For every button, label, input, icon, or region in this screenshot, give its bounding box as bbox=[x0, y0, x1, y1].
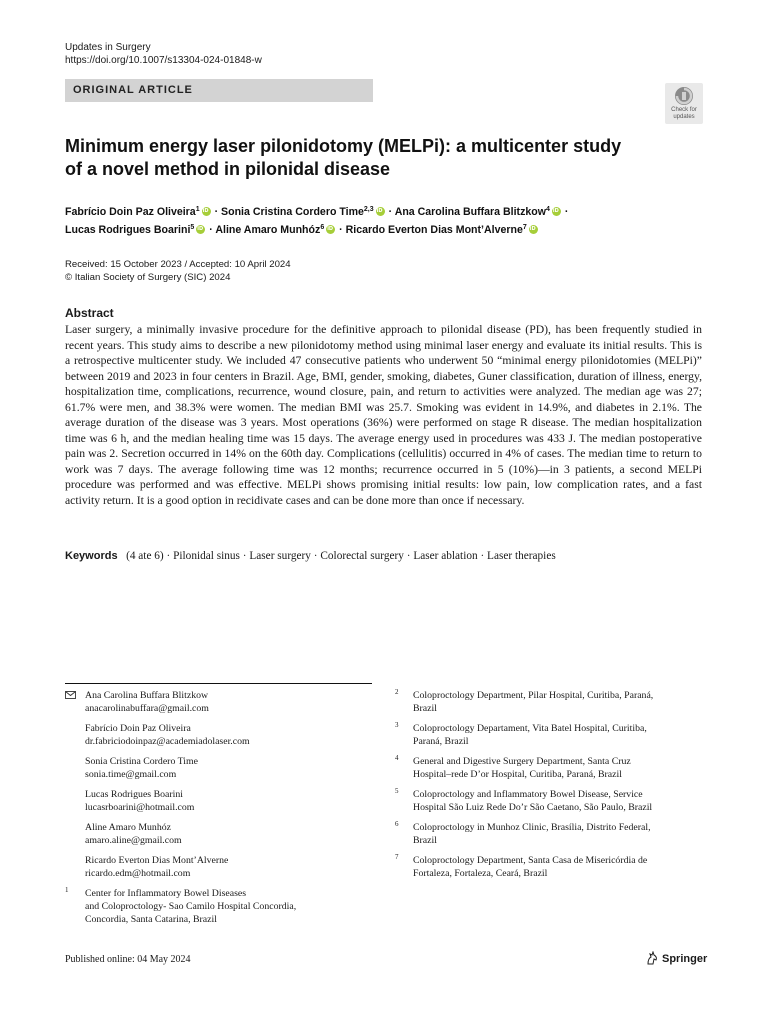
envelope-icon bbox=[65, 691, 76, 699]
affiliation-entry bbox=[395, 854, 705, 880]
affiliation-line: Coloproctology and Inflammatory Bowel Disease, Service bbox=[413, 789, 643, 800]
abstract-heading: Abstract bbox=[65, 306, 114, 320]
author-affiliation-ref: 5 bbox=[190, 224, 195, 231]
author-name[interactable]: Ana Carolina Buffara Blitzkow bbox=[394, 206, 546, 218]
contact-entry bbox=[65, 854, 375, 880]
check-badge-line-1: Check for bbox=[671, 107, 697, 113]
affiliation-line: Fortaleza, Fortaleza, Ceará, Brazil bbox=[413, 868, 548, 879]
affiliation-line: Center for Inflammatory Bowel Diseases bbox=[85, 888, 247, 899]
affiliation-entry bbox=[395, 755, 705, 781]
author-affiliation-ref: 4 bbox=[545, 206, 550, 213]
corresponding-contacts bbox=[65, 689, 375, 887]
author-list bbox=[65, 203, 685, 239]
author-name[interactable]: Aline Amaro Munhóz bbox=[215, 224, 321, 236]
affiliation-line: General and Digestive Surgery Department, Santa Cruz bbox=[413, 756, 631, 767]
contact-name: Lucas Rodrigues Boarini bbox=[85, 789, 183, 800]
contact-name: Sonia Cristina Cordero Time bbox=[85, 756, 198, 767]
affiliation-entry bbox=[65, 887, 375, 926]
affiliation-line: Coloproctology in Munhoz Clinic, Brasília, Distrito Federal, bbox=[413, 822, 651, 833]
abstract-text: Laser surgery, a minimally invasive procedure for the definitive approach to pilonidal disease (PD), has been frequently studied in recent years. This study aims to describe a new pilonidotomy method using minimal laser energy and evaluate its initial results. This is a retrospective multicenter study. We included 47 consecutive patients who underwent 50 “minimal energy pilonidotomies (MELPi)” between 2019 and 2023 in four centers in Brazil. Age, BMI, gender, smoking, diabetes, Guner classification, duration of illness, energy, hospitalization time, complications, recurrence, wound closure, pain, and return to activities were analyzed. The median age was 27; 61.7% were men, and 38.3% were women. The median BMI was 25.7. Smoking was evident in 14.9%, and diabetes in 2.1%. The average duration of the disease was 3 years. Most operations (36%) were performed on stage R disease. The median hospitalization time was 6 h, and the median healing time was 15 days. The average energy used in procedures was 433 J. The median postoperative pain was 2. Secretion occurred in 14% on the 60th day. Complications (cellulitis) occurred in 4% of cases. The median time to return to work was 7 days. The average following time was 12 months; recurrence occurred in 5 (10%)—in 3 patients, a second MELPi procedure was performed and was effective. MELPi shows promising initial results: low pain, low complication rates, and a fast activity return. It is a good option in recidivate cases and can be done more than once if necessary. bbox=[65, 323, 702, 507]
author-name[interactable]: Ricardo Everton Dias Mont’Alverne bbox=[345, 224, 523, 236]
affiliation-number: 5 bbox=[395, 787, 399, 795]
journal-name: Updates in Surgery bbox=[65, 42, 151, 53]
author-separator: · bbox=[214, 206, 219, 218]
keywords-list: (4 ate 6) · Pilonidal sinus · Laser surgery · Colorectal surgery · Laser ablation · Laser therapies bbox=[126, 550, 556, 562]
doi-link[interactable]: https://doi.org/10.1007/s13304-024-01848-w bbox=[65, 55, 262, 66]
contact-name: Ana Carolina Buffara Blitzkow bbox=[85, 690, 209, 701]
affiliation-number: 7 bbox=[395, 853, 399, 861]
affiliation-entry bbox=[395, 821, 705, 847]
contact-name: Aline Amaro Munhóz bbox=[85, 822, 171, 833]
received-accepted-dates: Received: 15 October 2023 / Accepted: 10 April 2024 bbox=[65, 259, 291, 270]
affiliation-number: 3 bbox=[395, 721, 399, 729]
article-type-banner: ORIGINAL ARTICLE bbox=[65, 79, 373, 102]
publisher-logo[interactable] bbox=[645, 951, 707, 965]
check-for-updates-icon bbox=[674, 86, 694, 106]
article-dates bbox=[65, 258, 291, 284]
author-affiliation-ref: 7 bbox=[522, 224, 527, 231]
keywords-label: Keywords bbox=[65, 550, 118, 562]
title-line: Minimum energy laser pilonidotomy (MELPi): a multicenter study bbox=[65, 136, 622, 156]
article-title bbox=[65, 135, 625, 181]
orcid-icon[interactable] bbox=[529, 225, 538, 234]
author-affiliation-ref: 6 bbox=[320, 224, 325, 231]
title-line: of a novel method in pilonidal disease bbox=[65, 159, 391, 179]
contact-name: Ricardo Everton Dias Mont’Alverne bbox=[85, 855, 229, 866]
author-affiliation-ref: 1 bbox=[195, 206, 200, 213]
author-separator: · bbox=[388, 206, 393, 218]
journal-header bbox=[65, 41, 262, 67]
author-separator: · bbox=[209, 224, 213, 236]
affiliation-line: Coloproctology Department, Pilar Hospital, Curitiba, Paraná, bbox=[413, 690, 654, 701]
footnote-divider bbox=[65, 683, 372, 684]
contact-entry bbox=[65, 689, 375, 715]
orcid-icon[interactable] bbox=[202, 207, 211, 216]
affiliations-right bbox=[395, 689, 705, 887]
author-name[interactable]: Sonia Cristina Cordero Time bbox=[221, 206, 364, 218]
orcid-icon[interactable] bbox=[326, 225, 335, 234]
contact-email[interactable]: anacarolinabuffara@gmail.com bbox=[85, 703, 209, 714]
author-name[interactable]: Lucas Rodrigues Boarini bbox=[65, 224, 191, 236]
affiliation-line: Brazil bbox=[413, 703, 437, 714]
springer-horse-icon bbox=[645, 951, 659, 965]
affiliation-number: 6 bbox=[395, 820, 399, 828]
check-for-updates-badge[interactable] bbox=[665, 83, 703, 124]
copyright-line: © Italian Society of Surgery (SIC) 2024 bbox=[65, 272, 231, 283]
affiliation-line: Brazil bbox=[413, 835, 437, 846]
author-line bbox=[65, 203, 685, 221]
published-online-date: Published online: 04 May 2024 bbox=[65, 954, 191, 965]
keywords bbox=[65, 549, 702, 564]
affiliation-line: Hospital–rede D’or Hospital, Curitiba, Paraná, Brazil bbox=[413, 769, 622, 780]
author-name[interactable]: Fabrício Doin Paz Oliveira bbox=[65, 206, 196, 218]
contact-email[interactable]: amaro.aline@gmail.com bbox=[85, 835, 182, 846]
author-affiliation-ref: 2,3 bbox=[363, 206, 374, 213]
check-badge-line-2: updates bbox=[673, 114, 695, 120]
affiliations-left bbox=[65, 887, 375, 926]
author-separator: · bbox=[339, 224, 343, 236]
affiliation-entry bbox=[395, 788, 705, 814]
contact-entry bbox=[65, 722, 375, 748]
affiliation-line: Coloproctology Department, Santa Casa de Misericórdia de bbox=[413, 855, 648, 866]
affiliation-number: 2 bbox=[395, 688, 399, 696]
affiliation-entry bbox=[395, 689, 705, 715]
orcid-icon[interactable] bbox=[196, 225, 205, 234]
affiliation-number: 1 bbox=[65, 886, 69, 894]
affiliation-number: 4 bbox=[395, 754, 399, 762]
affiliation-line: Hospital São Luiz Rede Do’r São Caetano, São Paulo, Brazil bbox=[413, 802, 653, 813]
author-line bbox=[65, 221, 685, 239]
affiliation-entry bbox=[395, 722, 705, 748]
contact-email[interactable]: sonia.time@gmail.com bbox=[85, 769, 177, 780]
contact-name: Fabrício Doin Paz Oliveira bbox=[85, 723, 191, 734]
contact-email[interactable]: lucasrboarini@hotmail.com bbox=[85, 802, 195, 813]
author-separator: · bbox=[564, 206, 569, 218]
affiliation-line: Coloproctology Departament, Vita Batel Hospital, Curitiba, bbox=[413, 723, 647, 734]
orcid-icon[interactable] bbox=[376, 207, 385, 216]
affiliation-line: Concordia, Santa Catarina, Brazil bbox=[85, 914, 217, 925]
orcid-icon[interactable] bbox=[552, 207, 561, 216]
publisher-name: Springer bbox=[662, 953, 708, 965]
contact-email[interactable]: ricardo.edm@hotmail.com bbox=[85, 868, 191, 879]
contact-entry bbox=[65, 788, 375, 814]
affiliation-line: and Coloproctology- Sao Camilo Hospital Concordia, bbox=[85, 901, 297, 912]
contact-entry bbox=[65, 821, 375, 847]
contact-entry bbox=[65, 755, 375, 781]
affiliation-line: Paraná, Brazil bbox=[413, 736, 469, 747]
contact-email[interactable]: dr.fabriciodoinpaz@academiadolaser.com bbox=[85, 736, 250, 747]
